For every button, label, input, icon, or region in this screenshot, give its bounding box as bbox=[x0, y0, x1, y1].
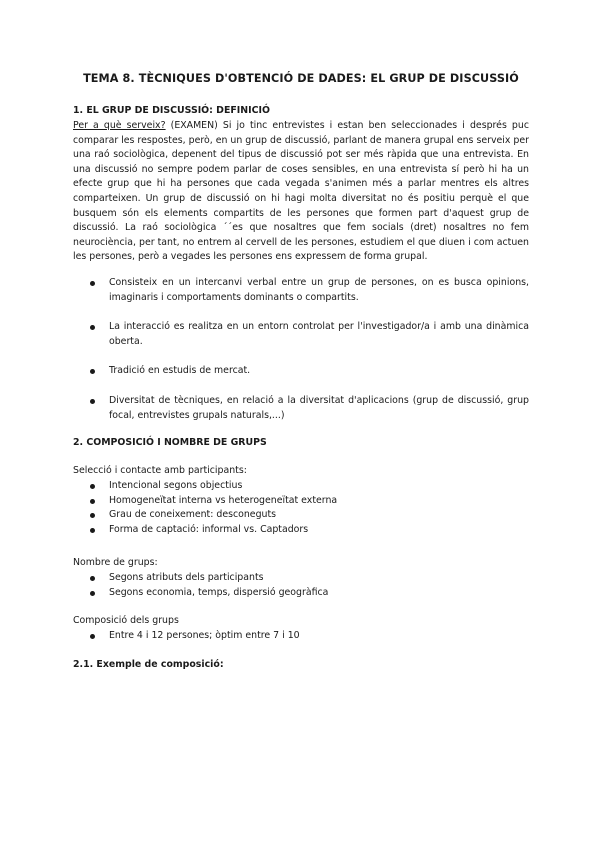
list-item: Homogeneïtat interna vs heterogeneïtat externa bbox=[90, 494, 337, 509]
bullet-dot-icon bbox=[90, 528, 95, 533]
intro-text: (EXAMEN) Si jo tinc entrevistes i estan ben seleccionades i després puc comparar les respostes, però, en un grup de discussió, parlant de manera grupal ens serveix per una raó sociològica, depenent del tipus de discussió pot ser més ràpida que una entrevista. En una discussió no sempre podem parlar de coses sensibles, en una entrevista sí però hi ha un efecte grup que hi ha persones que cada vegada s'animen més a parlar mentres els altres comparteixen. Un grup de discussió on hi hagi molta diversitat no és positiu perquè el que busquem són els elements compartits de les persones que formen part d'aquest grup de discussió. La raó sociològica ´´es que nosaltres que fem socials (dret) nosaltres no fem neurociència, per tant, no entrem al cervell de les persones, estudiem el que diuen i com actuen les persones, però a vegades les persones ens expressem de forma grupal. bbox=[73, 120, 529, 263]
list-item: Entre 4 i 12 persones; òptim entre 7 i 10 bbox=[90, 629, 300, 644]
definition-bullet-4 bbox=[90, 394, 529, 423]
bullet-dot-icon bbox=[90, 499, 95, 504]
section-1-heading: 1. EL GRUP DE DISCUSSIÓ: DEFINICIÓ bbox=[73, 105, 270, 116]
page-title: TEMA 8. TÈCNIQUES D'OBTENCIÓ DE DADES: EL GRUP DE DISCUSSIÓ bbox=[83, 72, 519, 85]
bullet-dot-icon bbox=[90, 576, 95, 581]
composition-label: Composició dels grups bbox=[73, 615, 179, 626]
bullet-dot-icon bbox=[90, 281, 95, 286]
bullet-text: La interacció es realitza en un entorn controlat per l'investigador/a i amb una dinàmica oberta. bbox=[109, 321, 529, 347]
section-2-1-heading: 2.1. Exemple de composició: bbox=[73, 659, 224, 670]
list-item: Forma de captació: informal vs. Captadors bbox=[90, 523, 337, 538]
selection-label: Selecció i contacte amb participants: bbox=[73, 465, 247, 476]
number-list bbox=[90, 571, 328, 600]
list-item: Grau de coneixement: desconeguts bbox=[90, 508, 337, 523]
section-2-heading: 2. COMPOSICIÓ I NOMBRE DE GRUPS bbox=[73, 437, 267, 448]
list-item: Segons atributs dels participants bbox=[90, 571, 328, 586]
bullet-text: Consisteix en un intercanvi verbal entre un grup de persones, on es busca opinions, imaginaris i comportaments dominants o compartits. bbox=[109, 277, 529, 303]
bullet-dot-icon bbox=[90, 399, 95, 404]
bullet-dot-icon bbox=[90, 325, 95, 330]
bullet-dot-icon bbox=[90, 369, 95, 374]
section-1-intro-paragraph bbox=[73, 119, 529, 265]
bullet-dot-icon bbox=[90, 513, 95, 518]
definition-bullet-1 bbox=[90, 276, 529, 305]
bullet-dot-icon bbox=[90, 591, 95, 596]
bullet-dot-icon bbox=[90, 484, 95, 489]
selection-list bbox=[90, 479, 337, 537]
intro-question: Per a què serveix? bbox=[73, 120, 166, 131]
bullet-text: Tradició en estudis de mercat. bbox=[109, 365, 251, 376]
definition-bullet-2 bbox=[90, 320, 529, 349]
bullet-dot-icon bbox=[90, 634, 95, 639]
number-label: Nombre de grups: bbox=[73, 557, 158, 568]
list-item: Segons economia, temps, dispersió geogràfica bbox=[90, 586, 328, 601]
bullet-text: Diversitat de tècniques, en relació a la diversitat d'aplicacions (grup de discussió, grup focal, entrevistes grupals naturals,...) bbox=[109, 395, 529, 421]
composition-list bbox=[90, 629, 300, 644]
definition-bullet-3 bbox=[90, 364, 529, 379]
list-item: Intencional segons objectius bbox=[90, 479, 337, 494]
